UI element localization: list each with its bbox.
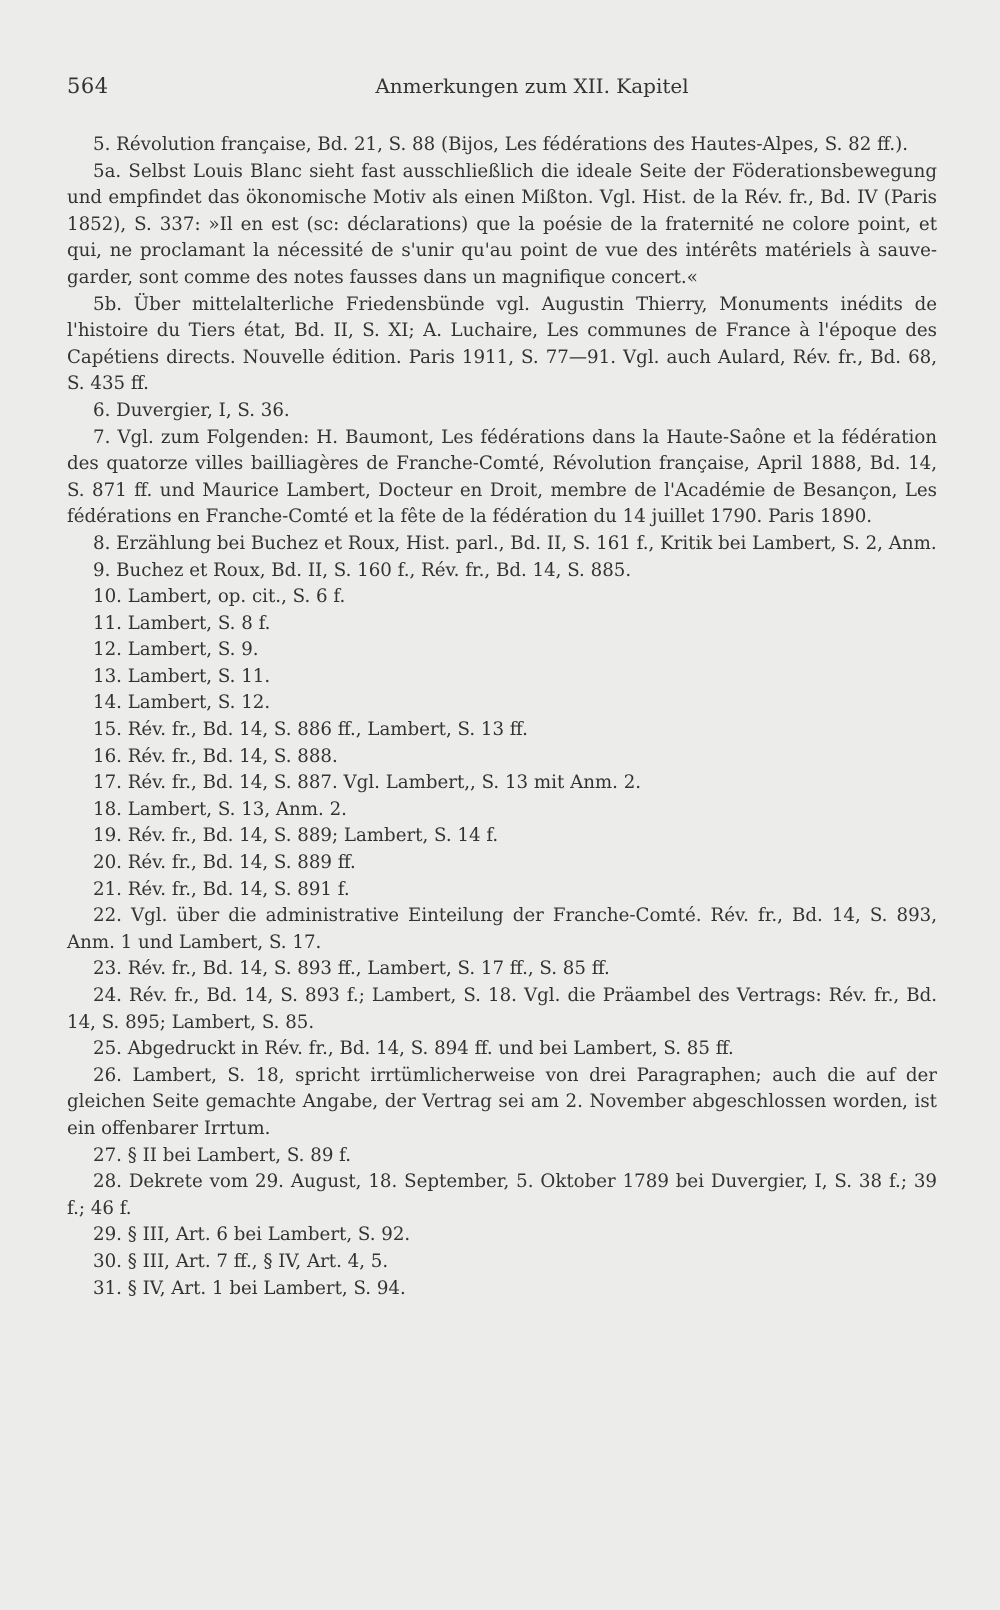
running-head: Anmerkungen zum XII. Kapitel bbox=[375, 74, 689, 98]
note-10: 10. Lambert, op. cit., S. 6 f. bbox=[93, 586, 346, 608]
note-17: 17. Rév. fr., Bd. 14, S. 887. Vgl. Lambert,, S. 13 mit Anm. 2. bbox=[93, 772, 642, 794]
note-5: 5. Révolution française, Bd. 21, S. 88 (Bijos, Les fédérations des Hautes-Alpes, S. 82 ff.). bbox=[93, 134, 909, 155]
note-5b: 5b. Über mittelalterliche Friedensbünde vgl. Augustin Thierry, Monuments inédits de l'histoire du Tiers état, Bd. II, S. XI; A. Luchaire, Les communes de France à l'époque des Capétiens directs. Nouvelle édition. Paris 1911, S. 77—91. Vgl. auch Aulard, Rév. fr., Bd. 68, S. 435 ff. bbox=[67, 293, 937, 395]
note-19: 19. Rév. fr., Bd. 14, S. 889; Lambert, S. 14 f. bbox=[93, 825, 499, 847]
note-26: 26. Lambert, S. 18, spricht irrtümlicherweise von drei Paragraphen; auch die auf der gleichen Seite gemachte Angabe, der Vertrag sei am 2. November abgeschlossen worden, ist ein offenbarer Irrtum. bbox=[67, 1064, 937, 1139]
note-14: 14. Lambert, S. 12. bbox=[93, 692, 271, 714]
note-30: 30. § III, Art. 7 ff., § IV, Art. 4, 5. bbox=[93, 1250, 389, 1272]
note-28: 28. Dekrete vom 29. August, 18. September, 5. Oktober 1789 bei Duvergier, I, S. 38 f.; 39 f.; 46 f. bbox=[67, 1171, 937, 1219]
note-11: 11. Lambert, S. 8 f. bbox=[93, 612, 271, 634]
note-18: 18. Lambert, S. 13, Anm. 2. bbox=[93, 798, 347, 820]
page-number: 564 bbox=[67, 74, 109, 98]
note-15: 15. Rév. fr., Bd. 14, S. 886 ff., Lambert, S. 13 ff. bbox=[93, 719, 528, 741]
note-22: 22. Vgl. über die administrative Einteilung der Franche-Comté. Rév. fr., Bd. 14, S. 893, Anm. 1 und Lambert, S. 17. bbox=[67, 905, 937, 953]
note-27: 27. § II bei Lambert, S. 89 f. bbox=[93, 1144, 352, 1166]
note-6: 6. Duvergier, I, S. 36. bbox=[93, 399, 290, 421]
note-7: 7. Vgl. zum Folgenden: H. Baumont, Les fédérations dans la Haute-Saône et la fédération des quatorze villes bailliagères de Franche-Comté, Révolution française, April 1888, Bd. 14, S. 871 ff. und Maurice Lambert, Docteur en Droit, membre de l'Académie de Besançon, Les fédérations en Franche-Comté et la fête de la fédération du 14 juillet 1790. Paris 1890. bbox=[67, 426, 937, 528]
note-16: 16. Rév. fr., Bd. 14, S. 888. bbox=[93, 745, 338, 767]
note-8: 8. Erzählung bei Buchez et Roux, Hist. parl., Bd. II, S. 161 f., Kritik bei Lambert, S. 2, Anm. bbox=[93, 532, 937, 554]
note-12: 12. Lambert, S. 9. bbox=[93, 639, 259, 661]
page-header bbox=[67, 74, 937, 108]
note-25: 25. Abgedruckt in Rév. fr., Bd. 14, S. 894 ff. und bei Lambert, S. 85 ff. bbox=[93, 1038, 734, 1060]
note-29: 29. § III, Art. 6 bei Lambert, S. 92. bbox=[93, 1224, 411, 1246]
note-5a: 5a. Selbst Louis Blanc sieht fast ausschließlich die ideale Seite der Föderationsbewegung und empfindet das ökonomische Motiv als einen Mißton. Vgl. Hist. de la Rév. fr., Bd. IV (Paris 1852), S. 337: »Il en est (sc: déclarations) que la poésie de la fraternité ne colore point, et qui, ne proclamant la nécessité de s'unir qu'au point de vue des intérêts matériels à sauve-garder, sont comme des notes fausses dans un magnifique concert.« bbox=[67, 160, 937, 288]
note-13: 13. Lambert, S. 11. bbox=[93, 665, 271, 687]
note-31: 31. § IV, Art. 1 bei Lambert, S. 94. bbox=[93, 1277, 406, 1299]
note-24: 24. Rév. fr., Bd. 14, S. 893 f.; Lambert, S. 18. Vgl. die Präambel des Vertrags: Rév. fr., Bd. 14, S. 895; Lambert, S. 85. bbox=[67, 985, 937, 1033]
note-21: 21. Rév. fr., Bd. 14, S. 891 f. bbox=[93, 878, 350, 900]
note-23: 23. Rév. fr., Bd. 14, S. 893 ff., Lambert, S. 17 ff., S. 85 ff. bbox=[93, 958, 610, 980]
note-9: 9. Buchez et Roux, Bd. II, S. 160 f., Rév. fr., Bd. 14, S. 885. bbox=[93, 559, 632, 581]
note-20: 20. Rév. fr., Bd. 14, S. 889 ff. bbox=[93, 852, 356, 874]
endnotes bbox=[67, 132, 937, 1302]
